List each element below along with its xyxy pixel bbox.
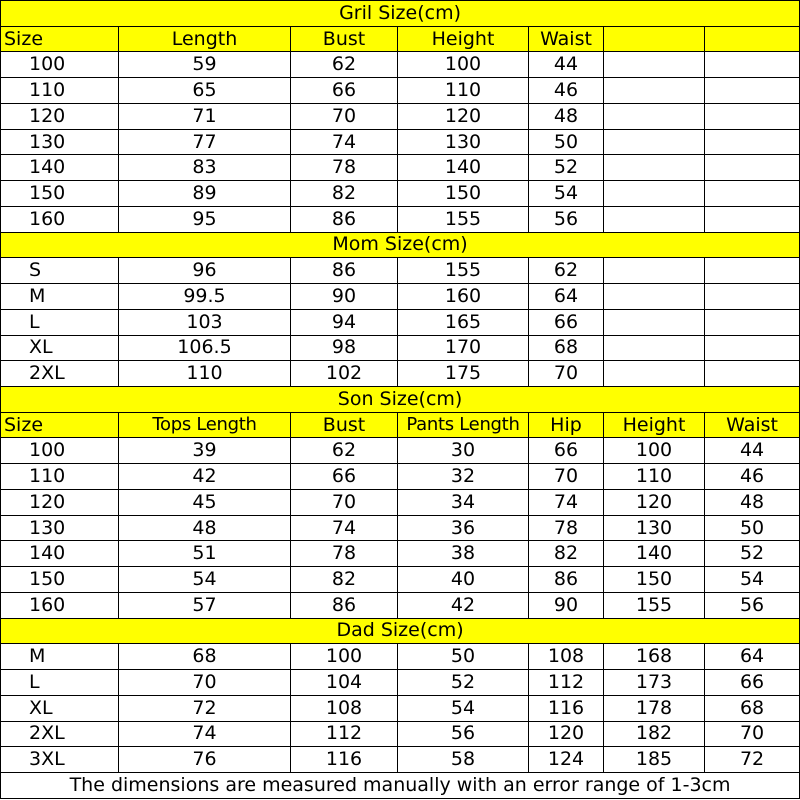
measurement-cell (604, 78, 705, 104)
size-cell: 100 (1, 438, 119, 464)
measurement-cell: 40 (398, 567, 529, 593)
measurement-cell: 51 (119, 541, 291, 567)
column-header: Height (604, 412, 705, 438)
measurement-cell: 155 (398, 258, 529, 284)
column-header: Bust (291, 412, 398, 438)
measurement-cell: 30 (398, 438, 529, 464)
size-cell: 150 (1, 567, 119, 593)
measurement-cell: 170 (398, 335, 529, 361)
measurement-cell: 100 (398, 52, 529, 78)
measurement-cell: 82 (291, 181, 398, 207)
gril-size-row (1, 181, 800, 207)
column-header: Height (398, 26, 529, 52)
measurement-cell: 74 (291, 129, 398, 155)
gril-size-row (1, 155, 800, 181)
measurement-cell: 36 (398, 515, 529, 541)
size-cell: 160 (1, 592, 119, 618)
measurement-cell (705, 103, 800, 129)
measurement-cell: 57 (119, 592, 291, 618)
measurement-cell: 108 (291, 695, 398, 721)
measurement-cell: 52 (705, 541, 800, 567)
measurement-cell (604, 155, 705, 181)
gril-section-title: Gril Size(cm) (1, 1, 800, 27)
size-cell: 140 (1, 155, 119, 181)
son-section-title-row (1, 387, 800, 413)
mom-size-row (1, 309, 800, 335)
measurement-cell (604, 335, 705, 361)
mom-section-title-row (1, 232, 800, 258)
measurement-cell: 130 (398, 129, 529, 155)
column-header: Waist (529, 26, 604, 52)
measurement-cell (604, 361, 705, 387)
size-cell: 2XL (1, 721, 119, 747)
measurement-cell: 54 (398, 695, 529, 721)
measurement-cell: 48 (529, 103, 604, 129)
size-cell: 130 (1, 515, 119, 541)
measurement-cell (604, 129, 705, 155)
dad-size-row (1, 670, 800, 696)
measurement-cell: 56 (398, 721, 529, 747)
measurement-cell: 68 (529, 335, 604, 361)
measurement-cell: 116 (291, 747, 398, 773)
measurement-cell: 74 (529, 489, 604, 515)
measurement-cell: 70 (291, 103, 398, 129)
size-cell: 140 (1, 541, 119, 567)
measurement-cell: 52 (529, 155, 604, 181)
measurement-cell: 66 (529, 438, 604, 464)
measurement-cell: 71 (119, 103, 291, 129)
measurement-cell (705, 206, 800, 232)
gril-size-row (1, 78, 800, 104)
measurement-cell: 90 (529, 592, 604, 618)
size-cell: M (1, 644, 119, 670)
measurement-cell (604, 103, 705, 129)
measurement-cell (604, 181, 705, 207)
measurement-cell: 140 (604, 541, 705, 567)
son-size-row (1, 438, 800, 464)
measurement-cell: 72 (705, 747, 800, 773)
size-cell: 120 (1, 103, 119, 129)
gril-size-row (1, 206, 800, 232)
measurement-cell: 185 (604, 747, 705, 773)
measurement-cell: 96 (119, 258, 291, 284)
measurement-cell: 34 (398, 489, 529, 515)
footer-row (1, 773, 800, 799)
measurement-cell: 102 (291, 361, 398, 387)
size-cell: 3XL (1, 747, 119, 773)
measurement-cell: 82 (529, 541, 604, 567)
measurement-cell: 74 (291, 515, 398, 541)
measurement-cell: 112 (529, 670, 604, 696)
measurement-cell: 42 (119, 464, 291, 490)
column-header: Length (119, 26, 291, 52)
measurement-cell: 44 (705, 438, 800, 464)
measurement-cell (705, 155, 800, 181)
measurement-cell: 70 (529, 464, 604, 490)
measurement-cell (705, 129, 800, 155)
measurement-cell: 150 (398, 181, 529, 207)
measurement-cell (705, 52, 800, 78)
mom-section-title: Mom Size(cm) (1, 232, 800, 258)
measurement-cell: 68 (119, 644, 291, 670)
column-header (705, 26, 800, 52)
measurement-cell: 116 (529, 695, 604, 721)
size-cell: L (1, 670, 119, 696)
column-header: Hip (529, 412, 604, 438)
measurement-cell: 74 (119, 721, 291, 747)
measurement-cell: 82 (291, 567, 398, 593)
dad-size-row (1, 644, 800, 670)
mom-size-row (1, 284, 800, 310)
son-size-row (1, 515, 800, 541)
measurement-cell: 112 (291, 721, 398, 747)
son-size-row (1, 541, 800, 567)
dad-size-row (1, 747, 800, 773)
gril-size-row (1, 129, 800, 155)
measurement-cell: 100 (604, 438, 705, 464)
size-cell: 130 (1, 129, 119, 155)
measurement-cell: 83 (119, 155, 291, 181)
column-header: Size (1, 412, 119, 438)
size-cell: M (1, 284, 119, 310)
measurement-cell: 62 (291, 52, 398, 78)
measurement-cell: 140 (398, 155, 529, 181)
gril-header-row (1, 26, 800, 52)
measurement-cell: 99.5 (119, 284, 291, 310)
son-section-title: Son Size(cm) (1, 387, 800, 413)
measurement-cell (604, 206, 705, 232)
dad-size-row (1, 721, 800, 747)
measurement-cell: 120 (604, 489, 705, 515)
measurement-cell: 48 (705, 489, 800, 515)
measurement-cell: 50 (529, 129, 604, 155)
measurement-cell: 86 (291, 206, 398, 232)
measurement-cell: 78 (529, 515, 604, 541)
measurement-cell (705, 284, 800, 310)
measurement-cell: 70 (529, 361, 604, 387)
measurement-cell: 98 (291, 335, 398, 361)
measurement-cell: 54 (529, 181, 604, 207)
measurement-cell: 64 (529, 284, 604, 310)
size-chart-body (1, 1, 800, 773)
measurement-cell: 110 (604, 464, 705, 490)
measurement-cell: 42 (398, 592, 529, 618)
measurement-cell: 155 (398, 206, 529, 232)
measurement-cell: 46 (705, 464, 800, 490)
mom-size-row (1, 361, 800, 387)
size-cell: 2XL (1, 361, 119, 387)
measurement-cell: 38 (398, 541, 529, 567)
measurement-cell (604, 258, 705, 284)
measurement-cell (705, 181, 800, 207)
measurement-cell: 66 (705, 670, 800, 696)
column-header: Size (1, 26, 119, 52)
measurement-cell: 95 (119, 206, 291, 232)
measurement-cell (604, 52, 705, 78)
measurement-cell (705, 361, 800, 387)
measurement-cell: 106.5 (119, 335, 291, 361)
column-header: Waist (705, 412, 800, 438)
measurement-cell: 78 (291, 155, 398, 181)
column-header: Bust (291, 26, 398, 52)
size-cell: 110 (1, 464, 119, 490)
measurement-cell: 62 (529, 258, 604, 284)
size-cell: XL (1, 695, 119, 721)
measurement-cell: 52 (398, 670, 529, 696)
measurement-cell: 70 (291, 489, 398, 515)
measurement-cell: 39 (119, 438, 291, 464)
measurement-cell (705, 258, 800, 284)
measurement-cell: 78 (291, 541, 398, 567)
measurement-cell: 110 (119, 361, 291, 387)
measurement-cell: 86 (291, 592, 398, 618)
measurement-cell: 44 (529, 52, 604, 78)
measurement-cell: 56 (529, 206, 604, 232)
measurement-cell: 65 (119, 78, 291, 104)
measurement-cell: 108 (529, 644, 604, 670)
measurement-cell: 155 (604, 592, 705, 618)
dad-size-row (1, 695, 800, 721)
size-cell: 160 (1, 206, 119, 232)
measurement-cell: 54 (119, 567, 291, 593)
measurement-cell: 50 (398, 644, 529, 670)
gril-size-row (1, 103, 800, 129)
mom-size-row (1, 258, 800, 284)
size-cell: L (1, 309, 119, 335)
measurement-cell: 168 (604, 644, 705, 670)
measurement-cell: 120 (398, 103, 529, 129)
measurement-cell: 86 (291, 258, 398, 284)
measurement-cell: 182 (604, 721, 705, 747)
measurement-cell: 66 (529, 309, 604, 335)
measurement-cell: 66 (291, 78, 398, 104)
measurement-cell: 160 (398, 284, 529, 310)
measurement-cell: 68 (705, 695, 800, 721)
size-cell: 100 (1, 52, 119, 78)
measurement-cell: 50 (705, 515, 800, 541)
measurement-cell: 64 (705, 644, 800, 670)
measurement-cell: 32 (398, 464, 529, 490)
measurement-cell: 110 (398, 78, 529, 104)
measurement-cell: 70 (119, 670, 291, 696)
measurement-cell: 103 (119, 309, 291, 335)
dad-section-title: Dad Size(cm) (1, 618, 800, 644)
son-size-row (1, 567, 800, 593)
footer-note: The dimensions are measured manually with an error range of 1-3cm (1, 773, 800, 799)
son-header-row (1, 412, 800, 438)
measurement-cell: 45 (119, 489, 291, 515)
measurement-cell: 94 (291, 309, 398, 335)
measurement-cell (705, 335, 800, 361)
measurement-cell: 90 (291, 284, 398, 310)
measurement-cell: 175 (398, 361, 529, 387)
measurement-cell: 178 (604, 695, 705, 721)
son-size-row (1, 464, 800, 490)
size-cell: 150 (1, 181, 119, 207)
measurement-cell (604, 309, 705, 335)
column-header: Pants Length (398, 412, 529, 438)
column-header (604, 26, 705, 52)
measurement-cell: 120 (529, 721, 604, 747)
son-size-row (1, 592, 800, 618)
measurement-cell: 150 (604, 567, 705, 593)
measurement-cell: 100 (291, 644, 398, 670)
dad-section-title-row (1, 618, 800, 644)
measurement-cell: 56 (705, 592, 800, 618)
measurement-cell: 89 (119, 181, 291, 207)
measurement-cell: 76 (119, 747, 291, 773)
son-size-row (1, 489, 800, 515)
measurement-cell: 46 (529, 78, 604, 104)
measurement-cell: 48 (119, 515, 291, 541)
measurement-cell: 77 (119, 129, 291, 155)
gril-size-row (1, 52, 800, 78)
measurement-cell: 58 (398, 747, 529, 773)
size-cell: 110 (1, 78, 119, 104)
gril-section-title-row (1, 1, 800, 27)
measurement-cell (604, 284, 705, 310)
measurement-cell: 165 (398, 309, 529, 335)
measurement-cell: 104 (291, 670, 398, 696)
measurement-cell: 70 (705, 721, 800, 747)
size-cell: S (1, 258, 119, 284)
measurement-cell (705, 78, 800, 104)
measurement-cell: 72 (119, 695, 291, 721)
size-cell: XL (1, 335, 119, 361)
size-cell: 120 (1, 489, 119, 515)
column-header: Tops Length (119, 412, 291, 438)
measurement-cell: 66 (291, 464, 398, 490)
measurement-cell (705, 309, 800, 335)
measurement-cell: 59 (119, 52, 291, 78)
measurement-cell: 130 (604, 515, 705, 541)
measurement-cell: 124 (529, 747, 604, 773)
measurement-cell: 173 (604, 670, 705, 696)
measurement-cell: 62 (291, 438, 398, 464)
mom-size-row (1, 335, 800, 361)
measurement-cell: 54 (705, 567, 800, 593)
measurement-cell: 86 (529, 567, 604, 593)
